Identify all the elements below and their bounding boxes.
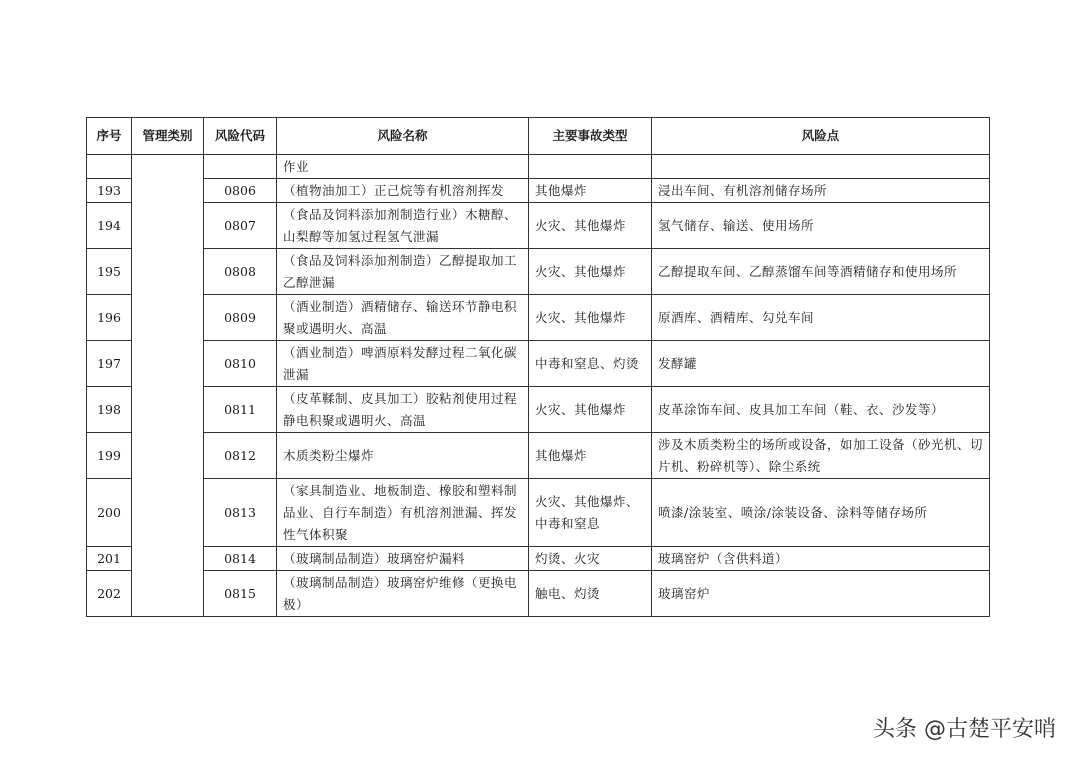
- table-row: [87, 571, 990, 617]
- cell-point: 玻璃窑炉（含供料道）: [652, 547, 990, 571]
- cell-name: 木质类粉尘爆炸: [277, 433, 529, 479]
- cell-accident: [529, 155, 652, 179]
- cell-point: 皮革涂饰车间、皮具加工车间（鞋、衣、沙发等）: [652, 387, 990, 433]
- cell-code: 0806: [204, 179, 277, 203]
- cell-code: 0813: [204, 479, 277, 547]
- cell-point: 玻璃窑炉: [652, 571, 990, 617]
- cell-accident: 火灾、其他爆炸: [529, 295, 652, 341]
- cell-accident: 其他爆炸: [529, 179, 652, 203]
- cell-seq: 197: [87, 341, 132, 387]
- cell-point: [652, 155, 990, 179]
- cell-name: 作业: [277, 155, 529, 179]
- cell-point: 乙醇提取车间、乙醇蒸馏车间等酒精储存和使用场所: [652, 249, 990, 295]
- cell-name: （酒业制造）啤酒原料发酵过程二氧化碳泄漏: [277, 341, 529, 387]
- header-accident: 主要事故类型: [529, 118, 652, 155]
- cell-accident: 火灾、其他爆炸: [529, 387, 652, 433]
- cell-code: 0807: [204, 203, 277, 249]
- header-code: 风险代码: [204, 118, 277, 155]
- cell-code: 0814: [204, 547, 277, 571]
- cell-point: 原酒库、酒精库、勾兑车间: [652, 295, 990, 341]
- cell-seq: 198: [87, 387, 132, 433]
- table-row: [87, 179, 990, 203]
- cell-name: （植物油加工）正己烷等有机溶剂挥发: [277, 179, 529, 203]
- cell-code: 0815: [204, 571, 277, 617]
- cell-point: 浸出车间、有机溶剂储存场所: [652, 179, 990, 203]
- table-row: [87, 249, 990, 295]
- table-row: [87, 203, 990, 249]
- header-name: 风险名称: [277, 118, 529, 155]
- cell-accident: 中毒和窒息、灼烫: [529, 341, 652, 387]
- table-row: [87, 479, 990, 547]
- cell-name: （玻璃制品制造）玻璃窑炉维修（更换电极）: [277, 571, 529, 617]
- cell-name: （家具制造业、地板制造、橡胶和塑料制品业、自行车制造）有机溶剂泄漏、挥发性气体积聚: [277, 479, 529, 547]
- cell-code: 0808: [204, 249, 277, 295]
- cell-seq: 195: [87, 249, 132, 295]
- cell-accident: 触电、灼烫: [529, 571, 652, 617]
- table-row-continuation: [87, 155, 990, 179]
- cell-name: （食品及饲料添加剂制造）乙醇提取加工乙醇泄漏: [277, 249, 529, 295]
- cell-accident: 火灾、其他爆炸、中毒和窒息: [529, 479, 652, 547]
- table-row: [87, 295, 990, 341]
- cell-code: 0810: [204, 341, 277, 387]
- cell-code: 0811: [204, 387, 277, 433]
- cell-accident: 火灾、其他爆炸: [529, 203, 652, 249]
- cell-accident: 灼烫、火灾: [529, 547, 652, 571]
- table-row: [87, 547, 990, 571]
- watermark: 头条 @古楚平安哨: [873, 717, 1056, 742]
- cell-point: 发酵罐: [652, 341, 990, 387]
- cell-code: 0812: [204, 433, 277, 479]
- cell-name: （食品及饲料添加剂制造行业）木糖醇、山梨醇等加氢过程氢气泄漏: [277, 203, 529, 249]
- cell-code: 0809: [204, 295, 277, 341]
- header-category: 管理类别: [132, 118, 204, 155]
- cell-seq: 194: [87, 203, 132, 249]
- cell-seq: 199: [87, 433, 132, 479]
- cell-point: 涉及木质类粉尘的场所或设备，如加工设备（砂光机、切片机、粉碎机等）、除尘系统: [652, 433, 990, 479]
- cell-seq: 200: [87, 479, 132, 547]
- cell-name: （玻璃制品制造）玻璃窑炉漏料: [277, 547, 529, 571]
- header-seq: 序号: [87, 118, 132, 155]
- table-row: [87, 387, 990, 433]
- cell-seq: 193: [87, 179, 132, 203]
- table-header-row: [87, 118, 990, 155]
- header-point: 风险点: [652, 118, 990, 155]
- cell-seq: [87, 155, 132, 179]
- cell-code: [204, 155, 277, 179]
- cell-name: （酒业制造）酒精储存、输送环节静电积聚或遇明火、高温: [277, 295, 529, 341]
- cell-accident: 其他爆炸: [529, 433, 652, 479]
- cell-accident: 火灾、其他爆炸: [529, 249, 652, 295]
- cell-point: 喷漆/涂装室、喷涂/涂装设备、涂料等储存场所: [652, 479, 990, 547]
- cell-name: （皮革鞣制、皮具加工）胶粘剂使用过程静电积聚或遇明火、高温: [277, 387, 529, 433]
- cell-point: 氢气储存、输送、使用场所: [652, 203, 990, 249]
- table-row: [87, 433, 990, 479]
- table-row: [87, 341, 990, 387]
- risk-table: [86, 117, 990, 617]
- cell-seq: 196: [87, 295, 132, 341]
- cell-category: [132, 155, 204, 617]
- cell-seq: 201: [87, 547, 132, 571]
- cell-seq: 202: [87, 571, 132, 617]
